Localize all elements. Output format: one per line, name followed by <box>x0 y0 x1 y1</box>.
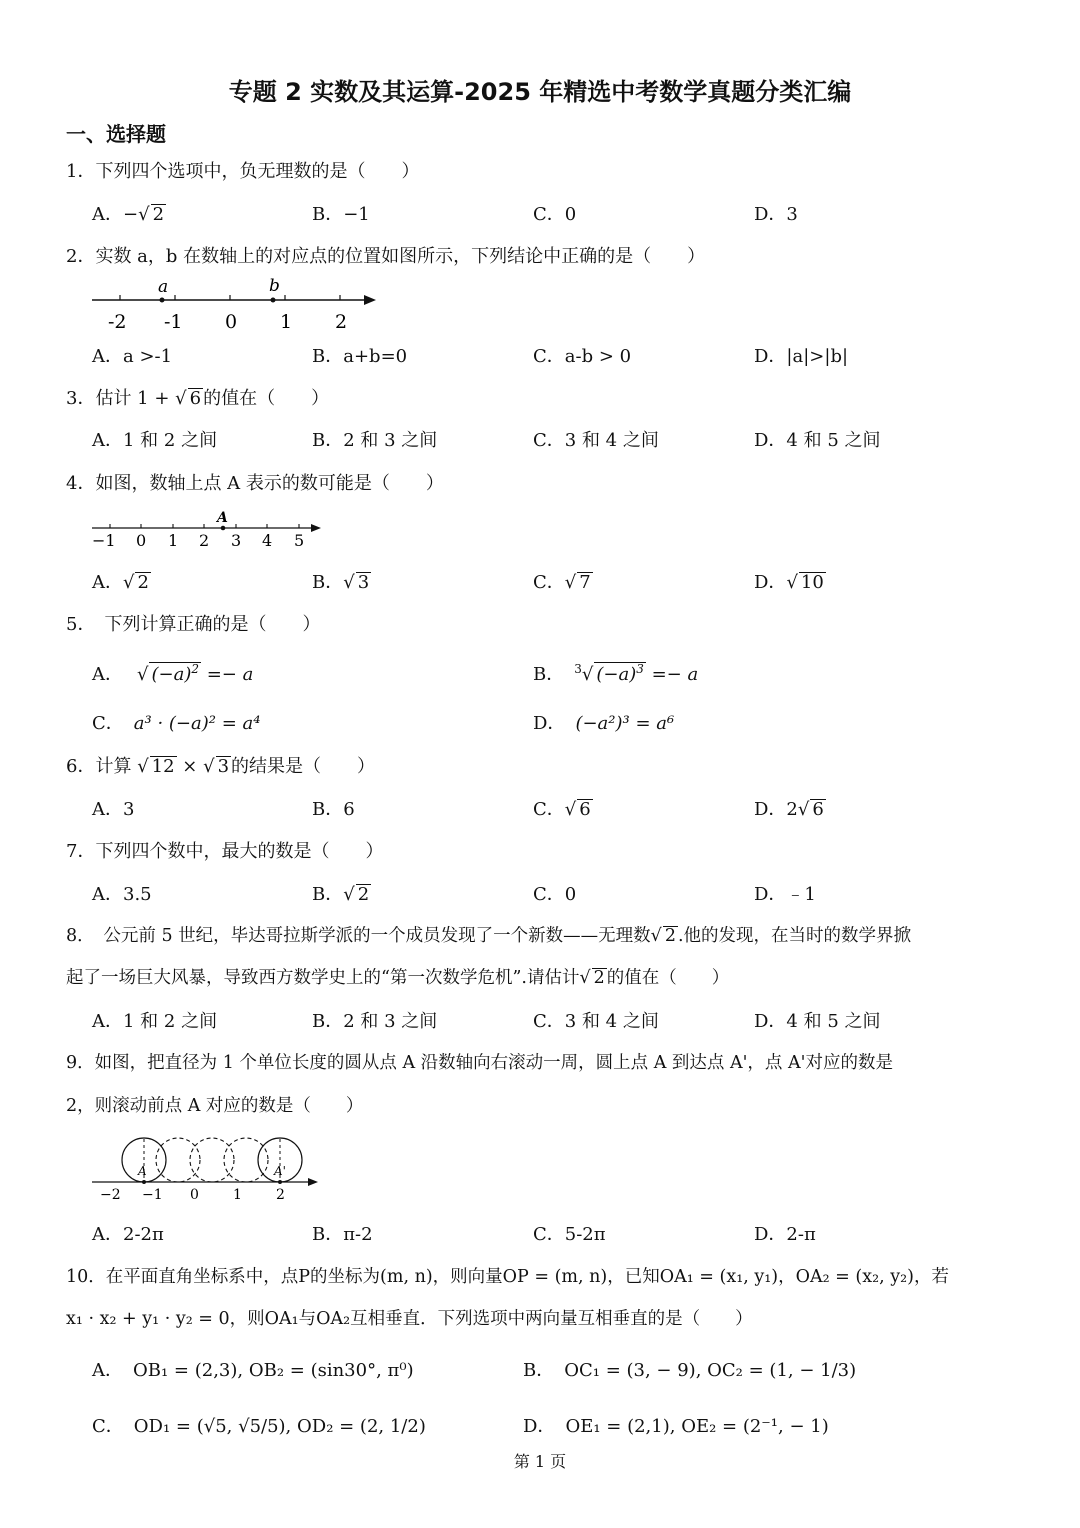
q5-option-d[interactable]: D． (−a²)³ = a⁶ <box>533 713 675 734</box>
question-4: 4．如图，数轴上点 A 表示的数可能是（ ） <box>66 473 444 494</box>
q9-dashed-circle <box>190 1138 234 1182</box>
question-8-line-1: 8． 公元前 5 世纪，毕达哥拉斯学派的一个成员发现了一个新数——无理数√ 2 .他的发现，在当时的数学界掀 <box>66 926 912 946</box>
section-heading: 一、选择题 <box>66 122 166 146</box>
q9-label-a-prime: A' <box>274 1164 286 1178</box>
q4-option-a[interactable]: A．√ 2 <box>92 572 149 593</box>
q4-label-a: A <box>217 510 228 526</box>
question-2: 2．实数 a，b 在数轴上的对应点的位置如图所示，下列结论中正确的是（ ） <box>66 246 706 267</box>
q9-option-a[interactable]: A．2-2π <box>92 1224 164 1245</box>
q4-point-a <box>221 526 226 531</box>
q2-tick-label: 0 <box>225 311 238 333</box>
q4-number-line <box>88 508 328 550</box>
q4-tick-label: −1 <box>92 531 116 550</box>
q7-option-a[interactable]: A．3.5 <box>92 884 152 905</box>
q10-option-b[interactable]: B． OC₁ = (3, − 9), OC₂ = (1, − 1/3) <box>523 1360 857 1381</box>
q2-tick-label: 1 <box>280 311 293 333</box>
q2-point-b <box>271 298 276 303</box>
q6-option-b[interactable]: B．6 <box>312 799 355 820</box>
q1-option-c[interactable]: C．0 <box>533 204 577 225</box>
q2-number-line <box>88 272 388 334</box>
q6-option-d[interactable]: D．2√ 6 <box>754 799 824 820</box>
q4-tick-label: 2 <box>199 531 210 550</box>
q1-option-a[interactable]: A．−√ 2 <box>92 204 165 225</box>
question-10-line-1: 10．在平面直角坐标系中，点P的坐标为(m, n)，则向量OP = (m, n)，已知OA₁ = (x₁, y₁)，OA₂ = (x₂, y₂)，若 <box>66 1267 949 1287</box>
q7-option-b[interactable]: B．√ 2 <box>312 884 370 905</box>
page-title: 专题 2 实数及其运算-2025 年精选中考数学真题分类汇编 <box>228 78 852 106</box>
q4-tick-label: 4 <box>262 531 273 550</box>
q6-option-c[interactable]: C．√ 6 <box>533 799 591 820</box>
q2-label-a: a <box>158 277 169 297</box>
q6-option-a[interactable]: A．3 <box>92 799 135 820</box>
q9-tick-label: −1 <box>142 1187 163 1203</box>
question-9-line-2: 2，则滚动前点 A 对应的数是（ ） <box>66 1096 364 1116</box>
question-6: 6．计算 √ 12 × √ 3 的结果是（ ） <box>66 756 376 777</box>
q4-option-b[interactable]: B．√ 3 <box>312 572 370 593</box>
q9-option-b[interactable]: B．π-2 <box>312 1224 373 1245</box>
q1-option-d[interactable]: D．3 <box>754 204 798 225</box>
q7-option-c[interactable]: C．0 <box>533 884 577 905</box>
question-3: 3．估计 1 + √ 6 的值在（ ） <box>66 388 330 409</box>
q2-option-a[interactable]: A．a >-1 <box>92 346 173 367</box>
q9-option-c[interactable]: C．5-2π <box>533 1224 606 1245</box>
question-1: 1．下列四个选项中，负无理数的是（ ） <box>66 161 420 182</box>
q4-tick-label: 3 <box>231 531 242 550</box>
q5-option-a[interactable]: A． √ $(-a)^2 =- a$ <box>92 662 254 685</box>
q9-tick-label: 1 <box>233 1187 242 1203</box>
q2-label-b: b <box>269 276 280 296</box>
q2-tick-label: -2 <box>108 311 127 333</box>
q2-option-d[interactable]: D．|a|>|b| <box>754 346 849 367</box>
q1-option-b[interactable]: B．−1 <box>312 204 370 225</box>
q9-rolling-circle-figure <box>88 1127 328 1207</box>
q4-tick-label: 5 <box>294 531 305 550</box>
q8-option-c[interactable]: C．3 和 4 之间 <box>533 1011 659 1032</box>
q9-label-a: A <box>138 1164 147 1178</box>
q4-option-d[interactable]: D．√ 10 <box>754 572 824 593</box>
q3-option-a[interactable]: A．1 和 2 之间 <box>92 430 218 451</box>
q4-tick-label: 1 <box>168 531 179 550</box>
question-7: 7．下列四个数中，最大的数是（ ） <box>66 841 384 862</box>
q4-tick-label: 0 <box>136 531 147 550</box>
q3-option-c[interactable]: C．3 和 4 之间 <box>533 430 659 451</box>
q5-option-b[interactable]: B． $^3$√ $(-a)^3 =- a$ <box>533 662 699 685</box>
q5-option-c[interactable]: C． a³ · (−a)² = a⁴ <box>92 713 261 734</box>
q2-point-a <box>160 298 165 303</box>
q9-tick-label: −2 <box>100 1187 121 1203</box>
q3-option-d[interactable]: D．4 和 5 之间 <box>754 430 881 451</box>
q2-tick-label: -1 <box>164 311 183 333</box>
q10-option-c[interactable]: C． OD₁ = (√5, √5/5), OD₂ = (2, 1/2) <box>92 1416 426 1437</box>
q9-dashed-circle <box>156 1138 200 1182</box>
q2-tick-label: 2 <box>335 311 348 333</box>
q10-option-d[interactable]: D． OE₁ = (2,1), OE₂ = (2⁻¹, − 1) <box>523 1416 829 1437</box>
q3-option-b[interactable]: B．2 和 3 之间 <box>312 430 438 451</box>
q8-option-a[interactable]: A．1 和 2 之间 <box>92 1011 218 1032</box>
q9-option-d[interactable]: D．2-π <box>754 1224 816 1245</box>
q9-tick-label: 2 <box>276 1187 285 1203</box>
question-5: 5． 下列计算正确的是（ ） <box>66 614 321 635</box>
q7-option-d[interactable]: D．﹣1 <box>754 884 816 905</box>
q9-tick-label: 0 <box>190 1187 199 1203</box>
question-9-line-1: 9．如图，把直径为 1 个单位长度的圆从点 A 沿数轴向右滚动一周，圆上点 A 到达点 A'，点 A'对应的数是 <box>66 1053 893 1073</box>
question-8-line-2: 起了一场巨大风暴，导致西方数学史上的“第一次数学危机”.请估计√ 2 的值在（ ） <box>66 968 730 988</box>
q4-option-c[interactable]: C．√ 7 <box>533 572 591 593</box>
page-number: 第 1 页 <box>513 1452 567 1471</box>
q9-dashed-circle <box>224 1138 268 1182</box>
q10-option-a[interactable]: A． OB₁ = (2,3), OB₂ = (sin30°, π⁰) <box>92 1360 414 1381</box>
q2-option-b[interactable]: B．a+b=0 <box>312 346 408 367</box>
q2-option-c[interactable]: C．a-b > 0 <box>533 346 632 367</box>
q8-option-b[interactable]: B．2 和 3 之间 <box>312 1011 438 1032</box>
q8-option-d[interactable]: D．4 和 5 之间 <box>754 1011 881 1032</box>
question-10-line-2: x₁ · x₂ + y₁ · y₂ = 0，则OA₁与OA₂互相垂直．下列选项中两向量互相垂直的是（ ） <box>66 1309 753 1329</box>
